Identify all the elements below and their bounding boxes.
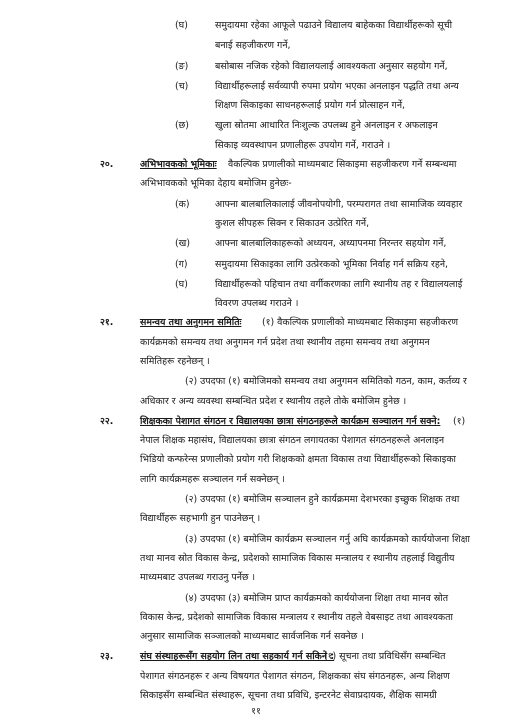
section-text: विकास केन्द्र, प्रदेशको सामाजिक विकास मन्त्रालय र स्थानीय तहले वेबसाइट तथा आवश्यकता	[140, 611, 453, 623]
list-marker: (घ)	[175, 278, 188, 290]
list-text: बनाई सहजीकरण गर्ने,	[215, 40, 291, 52]
list-text: सिकाइ व्यवस्थापन प्रणालीहरू उपयोग गर्ने, गराउने ।	[215, 139, 391, 151]
list-marker: (ङ)	[175, 60, 189, 72]
list-text: खुला स्रोतमा आधारित निःशुल्क उपलब्ध हुने अनलाइन र अफलाइन	[215, 120, 438, 132]
list-marker: (ख)	[175, 238, 190, 250]
section-text: (२) उपदफा (१) बमोजिम सञ्चालन हुने कार्यक्रममा देशभरका इच्छुक शिक्षक तथा	[185, 494, 460, 505]
section-heading: संघ संस्थाहरूसँग सहयोग लिन तथा सहकार्य गर्न सकिने :	[140, 651, 335, 663]
list-marker: (ग)	[175, 258, 188, 270]
section-text: भिडियो कन्फरेन्स प्रणालीको प्रयोग गरी शिक्षकको क्षमता विकास तथा विद्यार्थीहरूको सिकाइका	[140, 454, 456, 466]
section-text: सिकाइसँग सम्बन्धित संस्थाहरू, सूचना तथा प्रविधि, इन्टरनेट सेवाप्रदायक, शैक्षिक सामग्री	[140, 690, 437, 701]
list-text: शिक्षण सिकाइका साधनहरूलाई प्रयोग गर्न प्रोत्साहन गर्ने,	[215, 100, 406, 112]
section-text: (१)	[453, 415, 466, 427]
list-text: आफ्ना बालबालिकाहरूको अध्ययन, अध्यापनमा निरन्तर सहयोग गर्ने,	[215, 238, 447, 250]
list-marker: (क)	[175, 198, 190, 210]
list-text: कुशल सीपहरू सिक्न र सिकाउन उत्प्रेरित गर्ने,	[215, 217, 370, 229]
list-marker: (घ)	[175, 20, 188, 31]
section-text: कार्यक्रमको समन्वय तथा अनुगमन गर्न प्रदेश तथा स्थानीय तहमा समन्वय तथा अनुगमन	[140, 336, 430, 348]
section-heading: समन्वय तथा अनुगमन समितिः	[140, 317, 242, 329]
section-text: समितिहरू रहनेछन् ।	[140, 356, 210, 367]
list-text: आफ्ना बालबालिकालाई जीवनोपयोगी, परम्परागत तथा सामाजिक व्यवहार	[215, 198, 463, 210]
list-text: विवरण उपलब्ध गराउने ।	[215, 298, 299, 309]
section-text: (१) सूचना तथा प्रविधिसँग सम्बन्धित	[324, 651, 446, 663]
section-text: तथा मानव स्रोत विकास केन्द्र, प्रदेशको सामाजिक विकास मन्त्रालय र स्थानीय तहलाई विद्युतीय	[140, 552, 455, 564]
section-heading: शिक्षकका पेशागत संगठन र विद्यालयका छात्रा संगठनहरूले कार्यक्रम सञ्चालन गर्न सक्ने:	[140, 415, 441, 427]
section-heading: अभिभावकको भूमिकाः	[140, 159, 217, 170]
list-text: बसोबास नजिक रहेको विद्यालयलाई आवश्यकता अनुसार सहयोग गर्ने,	[215, 60, 448, 72]
section-number: २२.	[100, 415, 114, 427]
section-text: (४) उपदफा (३) बमोजिम प्राप्त कार्यक्रमको कार्ययोजना शिक्षा तथा मानव स्रोत	[185, 592, 449, 604]
section-text: अनुसार सामाजिक सञ्जालको माध्यमबाट सार्वजनिक गर्न सक्नेछ ।	[140, 631, 364, 643]
page-number: ११	[251, 706, 261, 717]
section-text: (१) वैकल्पिक प्रणालीको माध्यमबाट सिकाइमा सहजीकरण	[262, 317, 459, 329]
section-number: २१.	[100, 317, 114, 329]
section-text: माध्यमबाट उपलब्ध गराउनु पर्नेछ ।	[140, 572, 256, 584]
section-text: विद्यार्थीहरू सहभागी हुन पाउनेछन् ।	[140, 513, 261, 525]
list-marker: (छ)	[175, 120, 189, 132]
list-text: समुदायमा सिकाइका लागि उत्प्रेरकको भूमिका निर्वाह गर्न सक्रिय रहने,	[215, 258, 449, 270]
list-text: विद्यार्थीहरूलाई सर्वव्यापी रुपमा प्रयोग भएका अनलाइन पद्धति तथा अन्य	[215, 80, 459, 92]
section-text: लागि कार्यक्रमहरू सञ्चालन गर्न सक्नेछन् ।	[140, 473, 285, 485]
section-text: पेशागत संगठनहरू र अन्य विषयगत पेशागत संगठन, शिक्षकका संघ संगठनहरू, अन्य शिक्षण	[140, 670, 450, 682]
section-text: नेपाल शिक्षक महासंघ, विद्यालयका छात्रा संगठन लगायतका पेशागत संगठनहरूले अनलाइन	[140, 435, 445, 447]
list-text: समुदायमा रहेका आफूले पढाउने विद्यालय बाहेकका विद्यार्थीहरूको सूची	[215, 20, 453, 31]
list-text: विद्यार्थीहरूको पहिचान तथा वर्गीकरणका लागि स्थानीय तह र विद्यालयलाई	[215, 278, 463, 290]
section-text: (२) उपदफा (१) बमोजिमको समन्वय तथा अनुगमन समितिको गठन, काम, कर्तव्य र	[185, 376, 467, 388]
list-marker: (च)	[175, 80, 189, 92]
section-text: अधिकार र अन्य व्यवस्था सम्बन्धित प्रदेश र स्थानीय तहले तोके बमोजिम हुनेछ ।	[140, 395, 407, 407]
section-text: वैकल्पिक प्रणालीको माध्यमबाट सिकाइमा सहजीकरण गर्ने सम्बन्धमा	[228, 159, 457, 170]
section-number: २३.	[100, 651, 114, 663]
section-number: २०.	[100, 159, 114, 170]
section-text: (३) उपदफा (१) बमोजिम कार्यक्रम सञ्चालन गर्नु अघि कार्यक्रमको कार्ययोजना शिक्षा	[185, 533, 470, 545]
section-text: अभिभावकको भूमिका देहाय बमोजिम हुनेछः-	[140, 178, 292, 190]
